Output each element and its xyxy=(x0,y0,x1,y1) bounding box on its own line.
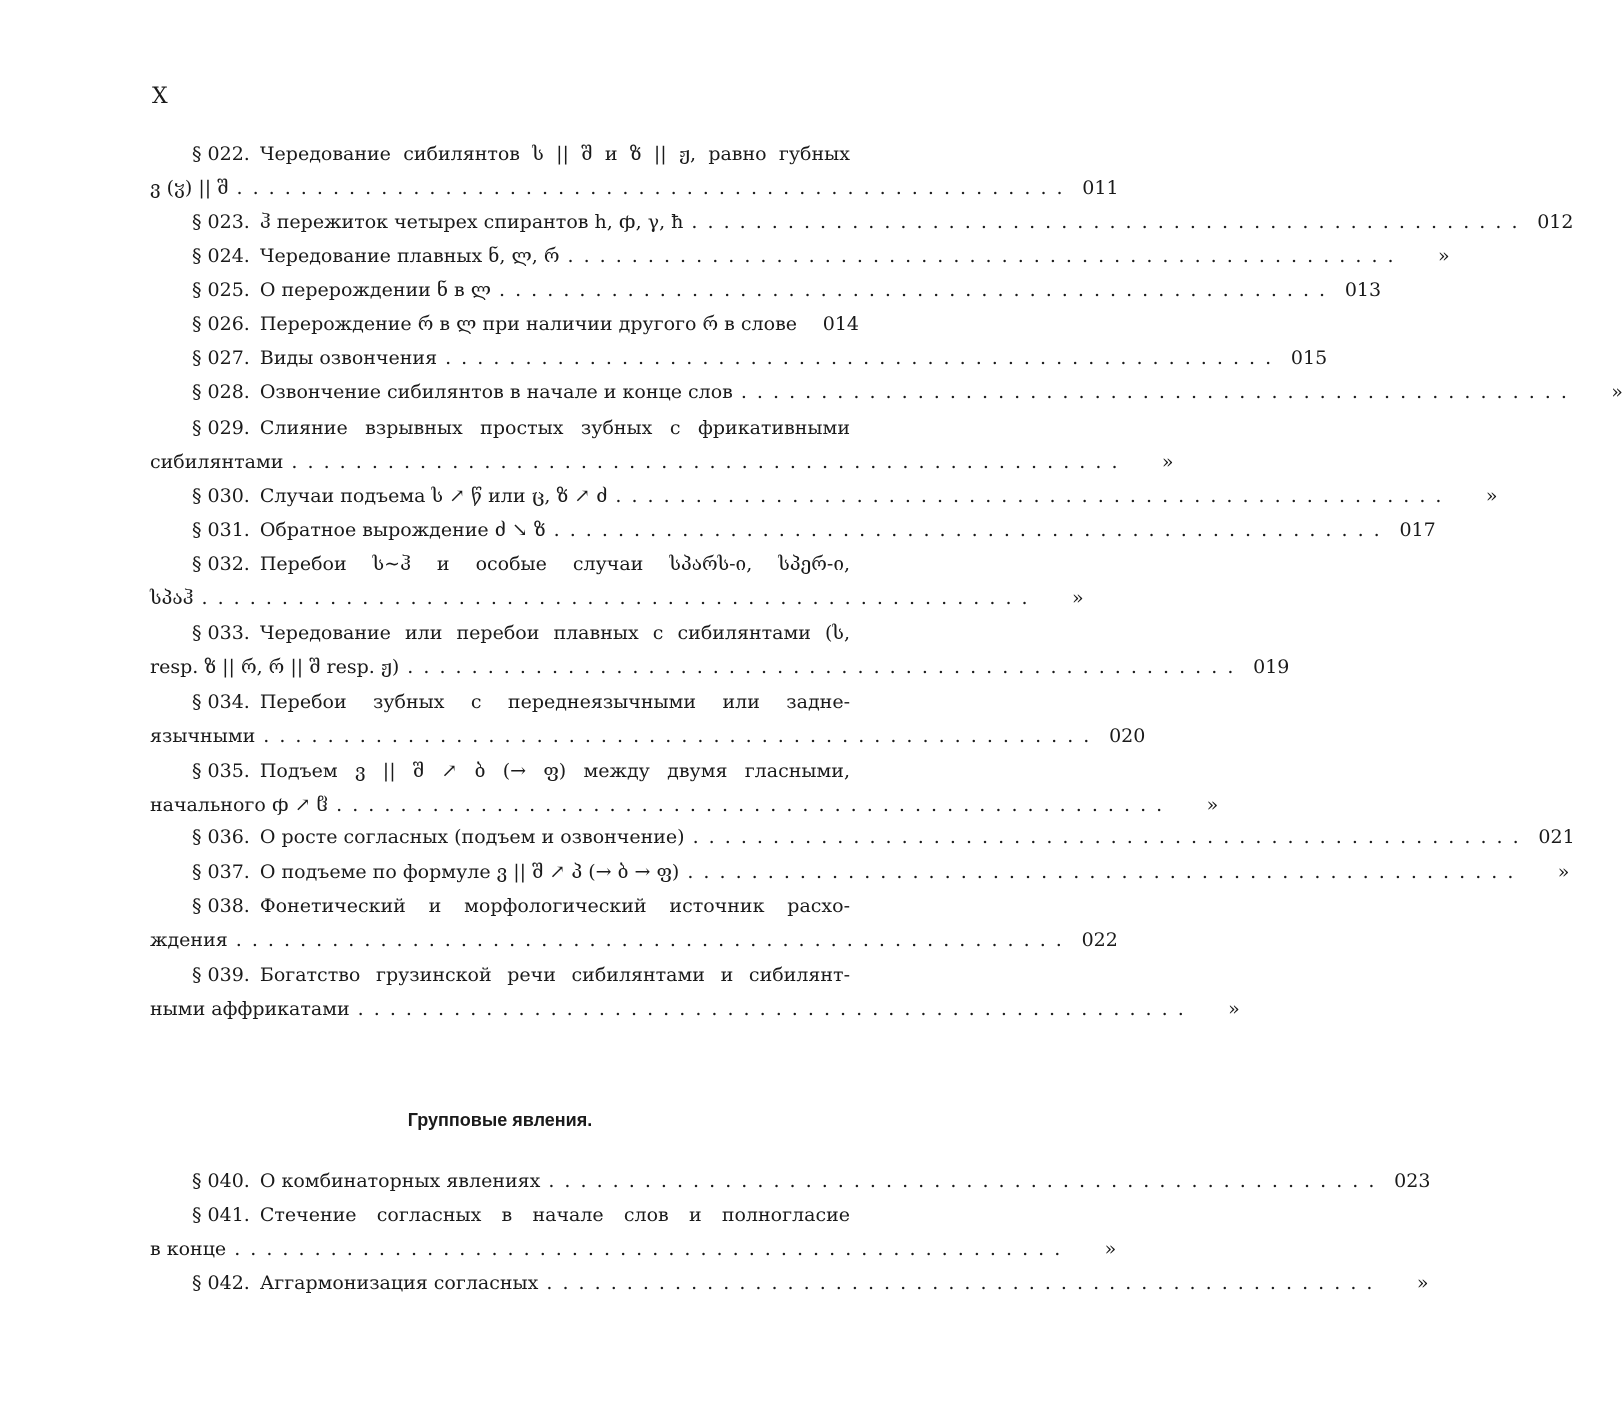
toc-entry xyxy=(150,479,1498,513)
entry-title: Подъем ვ || შ ↗ ბ (→ ფ) между двумя гласными, xyxy=(259,760,850,782)
entry-title-continuation: сибилянтами xyxy=(150,451,284,473)
toc-entry xyxy=(150,411,1174,479)
entry-title: Случаи подъема ს ↗ წ или ც, ზ ↗ ძ xyxy=(259,485,608,507)
section-number: § 038. xyxy=(192,895,250,917)
leader-dots: . . . . . . . . . . . . . . . . . . . . . . . . . . . . . . . . . . . . . . . . . . . . . . . . . . . . xyxy=(291,451,1120,473)
page-ref: 011 xyxy=(1082,177,1119,199)
section-number: § 037. xyxy=(192,861,250,883)
page-ref: » xyxy=(1611,381,1623,403)
toc-entry xyxy=(150,958,1240,1026)
section-number: § 024. xyxy=(192,245,250,267)
leader-dots: . . . . . . . . . . . . . . . . . . . . . . . . . . . . . . . . . . . . . . . . . . . . . . . . . . . . xyxy=(692,826,1521,848)
entry-title: Перерождение რ в ლ при наличии другого რ в слове xyxy=(259,313,798,335)
toc-entry xyxy=(150,239,1450,273)
entry-title-continuation: ными аффрикатами xyxy=(150,998,350,1020)
leader-dots: . . . . . . . . . . . . . . . . . . . . . . . . . . . . . . . . . . . . . . . . . . . . . . . . . . . . xyxy=(234,1238,1063,1260)
section-number: § 031. xyxy=(192,519,250,541)
entry-title: Виды озвончения xyxy=(259,347,438,369)
entry-title: Чередование плавных ნ, ლ, რ xyxy=(259,245,560,267)
page-ref: 021 xyxy=(1538,826,1575,848)
toc-entry xyxy=(150,273,1382,307)
toc-entry xyxy=(150,685,1146,753)
entry-title-continuation: ვ (ჳ) || შ xyxy=(150,177,229,199)
page-ref: » xyxy=(1104,1238,1117,1260)
leader-dots: . . . . . . . . . . . . . . . . . . . . . . . . . . . . . . . . . . . . . . . . . . . . . . . . . . . . xyxy=(567,245,1396,267)
toc-entry xyxy=(150,754,1219,822)
entry-title: Обратное вырождение ძ ↘ ზ xyxy=(259,519,546,541)
leader-dots: . . . . . . . . . . . . . . . . . . . . . . . . . . . . . . . . . . . . . . . . . . . . . . . . . . . . xyxy=(615,485,1444,507)
toc-entry xyxy=(150,820,1575,854)
section-number: § 028. xyxy=(192,381,250,403)
toc-entry xyxy=(150,889,1118,957)
leader-dots: . . . . . . . . . . . . . . . . . . . . . . . . . . . . . . . . . . . . . . . . . . . . . . . . . . . . xyxy=(691,211,1520,233)
toc-entry xyxy=(150,205,1574,239)
toc-entry xyxy=(150,1164,1431,1198)
section-number: § 022. xyxy=(192,143,250,165)
entry-title: Богатство грузинской речи сибилянтами и сибилянт- xyxy=(259,964,850,986)
leader-dots: . . . . . . . . . . . . . . . . . . . . . . . . . . . . . . . . . . . . . . . . . . . . . . . . . . . . xyxy=(687,861,1516,883)
leader-dots: . . . . . . . . . . . . . . . . . . . . . . . . . . . . . . . . . . . . . . . . . . . . . . . . . . . . xyxy=(236,177,1065,199)
toc-entry xyxy=(150,341,1328,375)
section-number: § 039. xyxy=(192,964,250,986)
section-number: § 035. xyxy=(192,760,250,782)
section-number: § 033. xyxy=(192,622,250,644)
section-number: § 042. xyxy=(192,1272,250,1294)
page-ref: 014 xyxy=(822,313,860,335)
section-number: § 041. xyxy=(192,1204,250,1226)
leader-dots: . . . . . . . . . . . . . . . . . . . . . . . . . . . . . . . . . . . . . . . . . . . . . . . . . . . . xyxy=(548,1170,1377,1192)
page-ref: 015 xyxy=(1290,347,1328,369)
leader-dots: . . . . . . . . . . . . . . . . . . . . . . . . . . . . . . . . . . . . . . . . . . . . . . . . . . . . xyxy=(740,381,1569,403)
toc-entry xyxy=(150,616,1290,684)
page-ref: » xyxy=(1228,998,1240,1020)
section-number: § 027. xyxy=(192,347,250,369)
section-heading: Групповые явления. xyxy=(407,1110,593,1130)
leader-dots: . . . . . . . . . . . . . . . . . . . . . . . . . . . . . . . . . . . . . . . . . . . . . . . . . . . . xyxy=(357,998,1186,1020)
entry-title: Чередование или перебои плавных с сибилянтами (ს, xyxy=(259,622,850,644)
page-ref: 012 xyxy=(1537,211,1574,233)
section-number: § 029. xyxy=(192,417,250,439)
entry-title-continuation: resp. ზ || რ, რ || შ resp. ჟ) xyxy=(150,656,400,678)
entry-title: Перебои ს∼ჰ и особые случаи სპარს-ი, სპერ-ი, xyxy=(259,553,850,575)
page-ref: » xyxy=(1437,245,1450,267)
toc-entry xyxy=(150,855,1570,889)
page-ref: 017 xyxy=(1399,519,1436,541)
page-ref: 019 xyxy=(1253,656,1290,678)
entry-title: О подъеме по формуле ვ || შ ↗ პ (→ ბ → ფ) xyxy=(259,861,680,883)
section-number: § 023. xyxy=(192,211,250,233)
entry-title: Озвончение сибилянтов в начале и конце слов xyxy=(259,381,733,403)
page-ref: 023 xyxy=(1394,1170,1431,1192)
entry-title: Перебои зубных с переднеязычными или задне- xyxy=(259,691,850,713)
page-ref: » xyxy=(1485,485,1498,507)
entry-title: О перерождении ნ в ლ xyxy=(259,279,492,301)
toc-entry xyxy=(150,1266,1429,1300)
entry-title-continuation: ждения xyxy=(150,929,228,951)
entry-title: О росте согласных (подъем и озвончение) xyxy=(259,826,685,848)
page-ref: 022 xyxy=(1081,929,1118,951)
leader-dots: . . . . . . . . . . . . . . . . . . . . . . . . . . . . . . . . . . . . . . . . . . . . . . . . . . . . xyxy=(499,279,1328,301)
entry-title-continuation: სპაჰ xyxy=(150,587,194,609)
page-ref: » xyxy=(1557,861,1570,883)
leader-dots: . . . . . . . . . . . . . . . . . . . . . . . . . . . . . . . . . . . . . . . . . . . . . . . . . . . . xyxy=(407,656,1236,678)
leader-dots: . . . . . . . . . . . . . . . . . . . . . . . . . . . . . . . . . . . . . . . . . . . . . . . . . . . . xyxy=(546,1272,1375,1294)
section-number: § 034. xyxy=(192,691,250,713)
section-number: § 036. xyxy=(192,826,250,848)
section-number: § 030. xyxy=(192,485,250,507)
entry-title: ჰ пережиток четырех спирантов h, ჶ, γ, ħ xyxy=(259,211,684,233)
section-number: § 026. xyxy=(192,313,250,335)
entry-title: Стечение согласных в начале слов и полногласие xyxy=(259,1204,850,1226)
page-ref: » xyxy=(1416,1272,1429,1294)
toc-entry xyxy=(150,375,1623,409)
page-ref: » xyxy=(1206,794,1219,816)
toc-entry xyxy=(150,1198,1117,1266)
page-ref: » xyxy=(1071,587,1084,609)
entry-title: Слияние взрывных простых зубных с фрикативными xyxy=(259,417,850,439)
page-ref: 020 xyxy=(1109,725,1146,747)
entry-title: Чередование сибилянтов ს || შ и ზ || ჟ, равно губных xyxy=(259,143,850,165)
entry-title-continuation: в конце xyxy=(150,1238,227,1260)
toc-entry xyxy=(150,307,860,341)
leader-dots: . . . . . . . . . . . . . . . . . . . . . . . . . . . . . . . . . . . . . . . . . . . . . . . . . . . . xyxy=(201,587,1030,609)
leader-dots: . . . . . . . . . . . . . . . . . . . . . . . . . . . . . . . . . . . . . . . . . . . . . . . . . . . . xyxy=(445,347,1274,369)
toc-entry xyxy=(150,137,1119,205)
entry-title: О комбинаторных явлениях xyxy=(259,1170,541,1192)
entry-title-continuation: начального ჶ ↗ ჱ xyxy=(150,794,329,816)
toc-entry xyxy=(150,547,1084,615)
leader-dots: . . . . . . . . . . . . . . . . . . . . . . . . . . . . . . . . . . . . . . . . . . . . . . . . . . . . xyxy=(263,725,1092,747)
entry-title-continuation: язычными xyxy=(150,725,256,747)
section-number: § 025. xyxy=(192,279,250,301)
leader-dots: . . . . . . . . . . . . . . . . . . . . . . . . . . . . . . . . . . . . . . . . . . . . . . . . . . . . xyxy=(336,794,1165,816)
page-ref: 013 xyxy=(1344,279,1382,301)
page-number: X xyxy=(152,84,168,109)
section-number: § 040. xyxy=(192,1170,250,1192)
toc-entry xyxy=(150,513,1436,547)
entry-title: Фонетический и морфологический источник расхо- xyxy=(259,895,850,917)
leader-dots: . . . . . . . . . . . . . . . . . . . . . . . . . . . . . . . . . . . . . . . . . . . . . . . . . . . . xyxy=(553,519,1382,541)
entry-title: Аггармонизация согласных xyxy=(259,1272,539,1294)
page-ref: » xyxy=(1161,451,1174,473)
leader-dots: . . . . . . . . . . . . . . . . . . . . . . . . . . . . . . . . . . . . . . . . . . . . . . . . . . . . xyxy=(235,929,1064,951)
section-number: § 032. xyxy=(192,553,250,575)
